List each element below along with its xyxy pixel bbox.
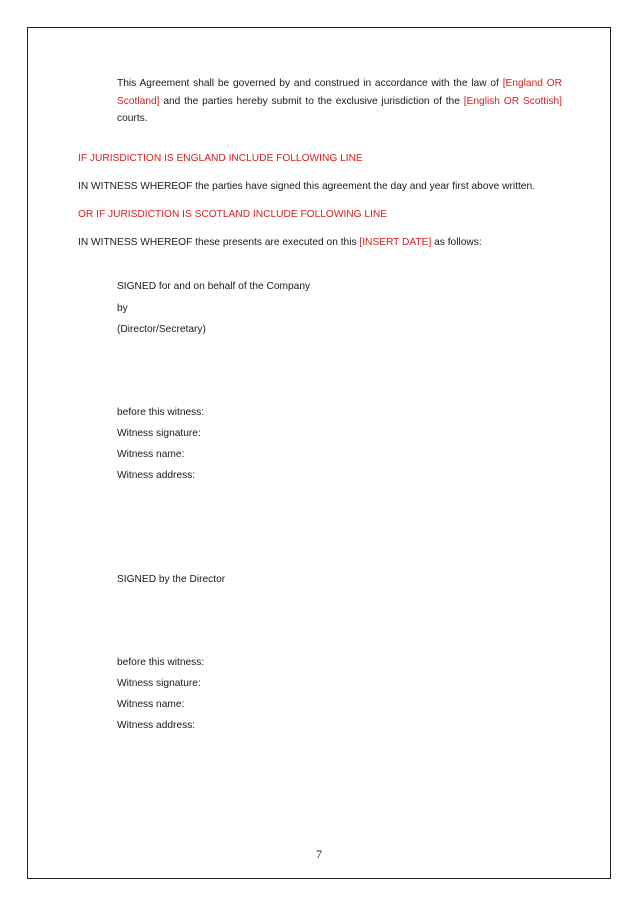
insert-date-placeholder: [INSERT DATE]	[359, 237, 432, 248]
scotland-witness-text-2: as follows:	[431, 237, 482, 248]
director-signed-line: SIGNED by the Director	[117, 574, 226, 585]
company-signed-line: SIGNED for and on behalf of the Company	[117, 281, 311, 292]
jurisdiction-option-placeholder: [English OR Scottish]	[463, 95, 562, 107]
england-witness-line: IN WITNESS WHEREOF the parties have signed this agreement the day and year first above written.	[78, 181, 535, 192]
law-option-placeholder: [England OR Scotland]	[117, 78, 562, 107]
director-witness-address: Witness address:	[117, 720, 196, 731]
company-role: (Director/Secretary)	[117, 324, 206, 335]
page-number: 7	[316, 847, 322, 861]
clause-text-2: and the parties hereby submit to the exclusive jurisdiction of the	[159, 95, 464, 107]
england-instruction: IF JURISDICTION IS ENGLAND INCLUDE FOLLOWING LINE	[78, 153, 363, 164]
scotland-witness-line	[78, 234, 482, 251]
director-witness-signature: Witness signature:	[117, 678, 201, 689]
company-witness-name: Witness name:	[117, 449, 185, 460]
company-before-witness: before this witness:	[117, 407, 205, 418]
company-by: by	[117, 303, 128, 314]
company-witness-address: Witness address:	[117, 470, 196, 481]
governing-law-clause	[117, 75, 562, 128]
director-before-witness: before this witness:	[117, 657, 205, 668]
clause-text-3: courts.	[117, 113, 148, 124]
clause-text-1: This Agreement shall be governed by and construed in accordance with the law of	[117, 78, 503, 89]
scotland-witness-text-1: IN WITNESS WHEREOF these presents are executed on this	[78, 237, 360, 248]
scotland-instruction: OR IF JURISDICTION IS SCOTLAND INCLUDE FOLLOWING LINE	[78, 209, 388, 220]
director-witness-name: Witness name:	[117, 699, 185, 710]
company-witness-signature: Witness signature:	[117, 428, 201, 439]
